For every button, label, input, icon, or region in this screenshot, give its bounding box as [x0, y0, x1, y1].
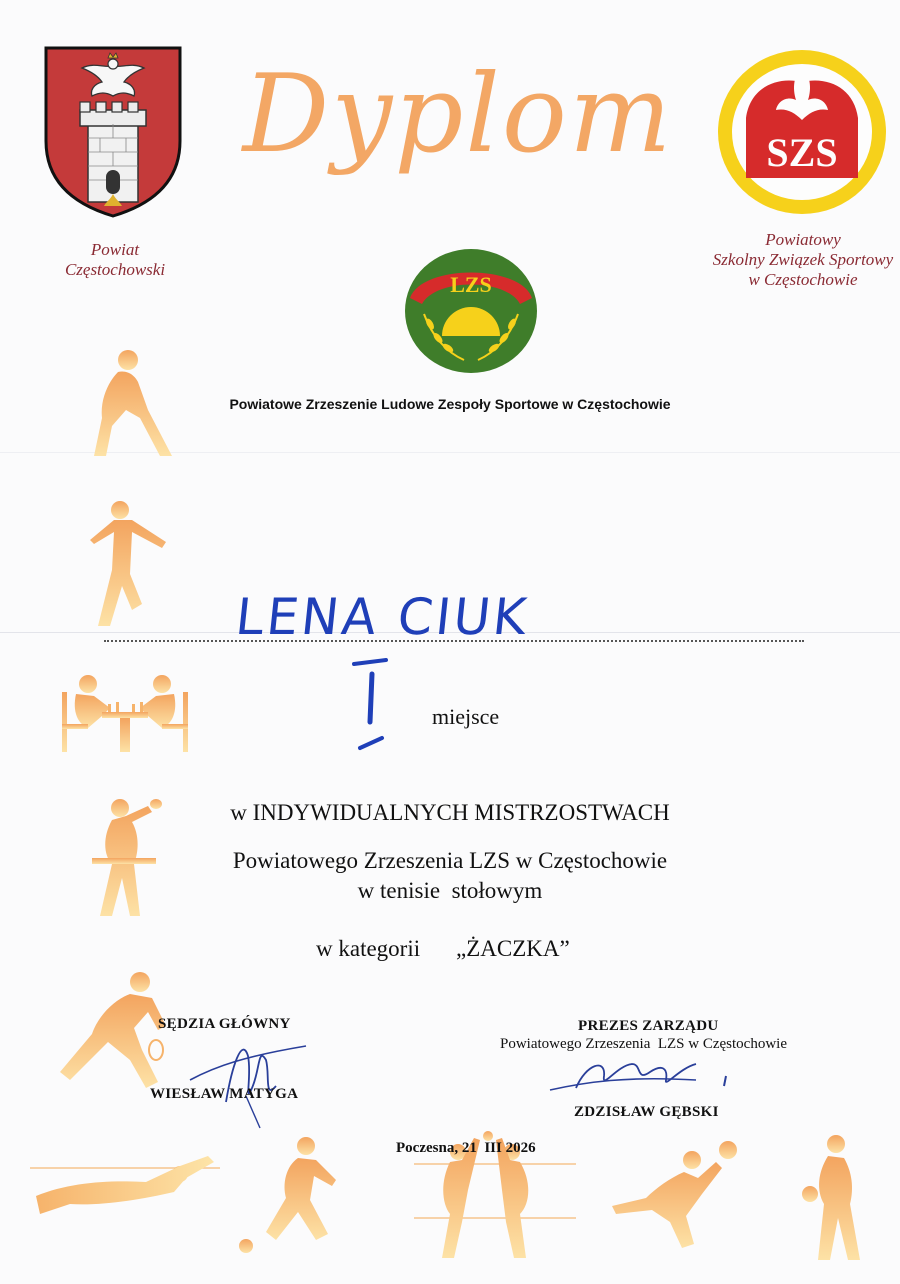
right-signature-title: PREZES ZARZĄDU: [578, 1018, 719, 1034]
recipient-name: LENA CIUK: [232, 588, 533, 646]
place-label: miejsce: [432, 704, 500, 729]
category-label: w kategorii: [316, 936, 421, 961]
powiat-coat-of-arms-icon: [44, 46, 182, 218]
handball-player-icon: [612, 1138, 744, 1254]
szs-emblem-icon: [716, 48, 888, 216]
sprinter-start-icon: [78, 348, 174, 460]
organization-name: Powiatowe Zrzeszenie Ludowe Zespoły Sportowe w Częstochowie: [229, 396, 671, 412]
swimmer-icon: [30, 1152, 220, 1222]
award-line2: Powiatowego Zrzeszenia LZS w Częstochowie: [232, 848, 668, 873]
right-signature-name: ZDZISŁAW GĘBSKI: [574, 1104, 719, 1120]
szs-caption-line2: Szkolny Związek Sportowy: [712, 250, 894, 269]
powiat-caption-line2: Częstochowski: [64, 260, 166, 279]
left-signature-scribble-icon: [186, 1026, 316, 1132]
award-line1: w INDYWIDUALNYCH MISTRZOSTWACH: [230, 800, 670, 825]
left-signature-title: SĘDZIA GŁÓWNY: [158, 1016, 291, 1032]
szs-caption: [690, 230, 900, 290]
basketball-player-icon: [792, 1134, 874, 1264]
right-signature-subtitle: Powiatowego Zrzeszenia LZS w Częstochowie: [500, 1036, 787, 1052]
svg-text:LZS: LZS: [450, 272, 492, 297]
name-dotted-line: [104, 640, 804, 642]
svg-text:SZS: SZS: [766, 130, 838, 175]
szs-caption-line1: Powiatowy: [765, 230, 841, 249]
soccer-player-icon: [232, 1136, 342, 1256]
category-value: „ŻACZKA”: [456, 936, 570, 961]
diploma-title: Dyplom: [242, 52, 674, 177]
szs-caption-line3: w Częstochowie: [748, 270, 858, 289]
left-signature-name: WIESŁAW MATYGA: [150, 1086, 299, 1102]
powiat-caption-line1: Powiat: [90, 240, 140, 259]
place-number: [352, 656, 392, 752]
lzs-emblem-icon: [402, 244, 540, 374]
powiat-caption: [30, 240, 200, 280]
place-date: Poczesna, 21 III 2026: [396, 1140, 536, 1156]
award-line3: w tenisie stołowym: [357, 878, 543, 903]
thrower-icon: [84, 500, 168, 630]
chess-players-icon: [58, 672, 192, 754]
